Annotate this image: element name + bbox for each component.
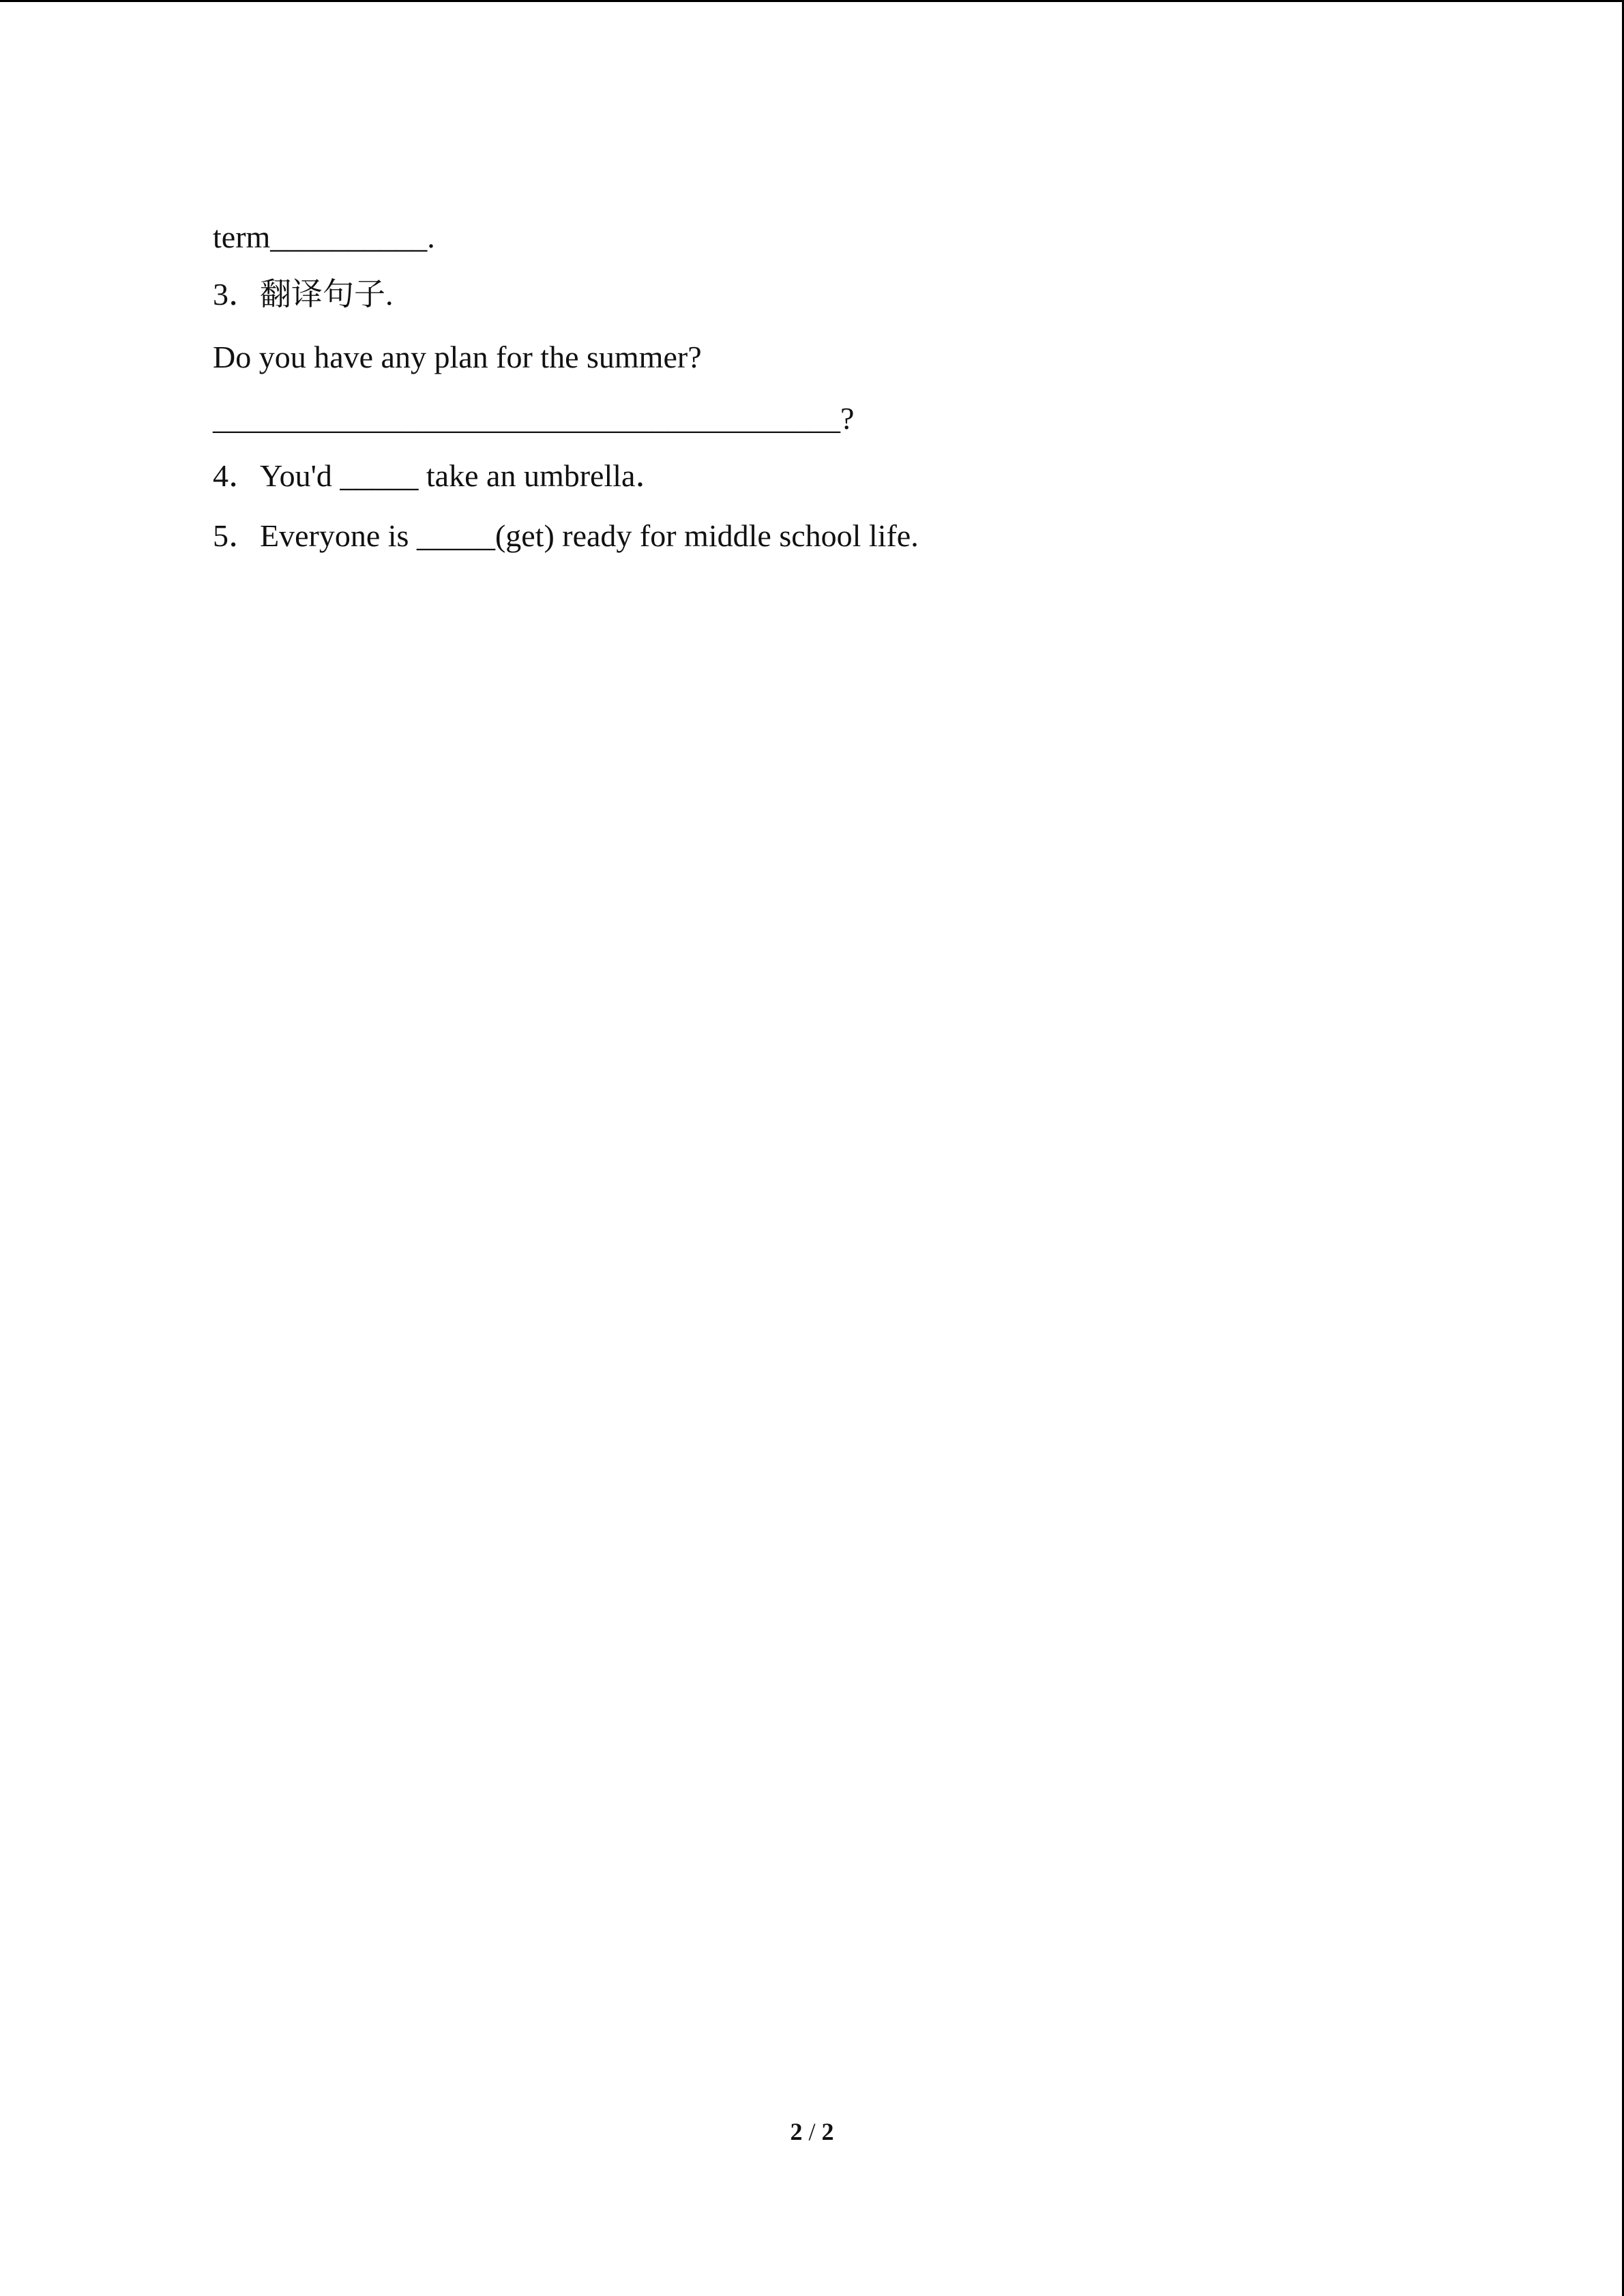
question-4-prefix: You'd	[260, 458, 340, 493]
question-5-suffix: (get) ready for middle school life.	[494, 518, 919, 553]
question-3-answer-blank: ________________________________________	[213, 401, 840, 436]
question-5-number: 5．	[213, 518, 260, 553]
question-2-blank: __________	[270, 220, 428, 254]
question-3-heading	[213, 275, 394, 314]
question-3-instruction: 翻译句子.	[260, 277, 394, 312]
page-number	[0, 2117, 1624, 2147]
page-separator: /	[802, 2118, 822, 2145]
question-4-blank: _____	[340, 458, 419, 493]
question-3-number: 3．	[213, 277, 260, 312]
question-5	[213, 517, 919, 555]
question-2-tail	[213, 218, 435, 256]
page-frame-top	[0, 0, 1624, 2]
question-2-suffix: .	[427, 220, 435, 254]
total-pages: 2	[821, 2118, 834, 2145]
question-5-prefix: Everyone is	[260, 518, 417, 553]
question-5-blank: _____	[416, 518, 495, 553]
question-4-suffix: take an umbrella．	[418, 458, 667, 493]
question-2-prefix: term	[213, 220, 271, 254]
question-3-answer-line	[213, 400, 854, 438]
question-3-answer-suffix: ?	[840, 401, 855, 436]
current-page: 2	[790, 2118, 803, 2145]
question-3-prompt: Do you have any plan for the summer?	[213, 340, 702, 374]
question-4	[213, 457, 666, 495]
question-4-number: 4．	[213, 458, 260, 493]
